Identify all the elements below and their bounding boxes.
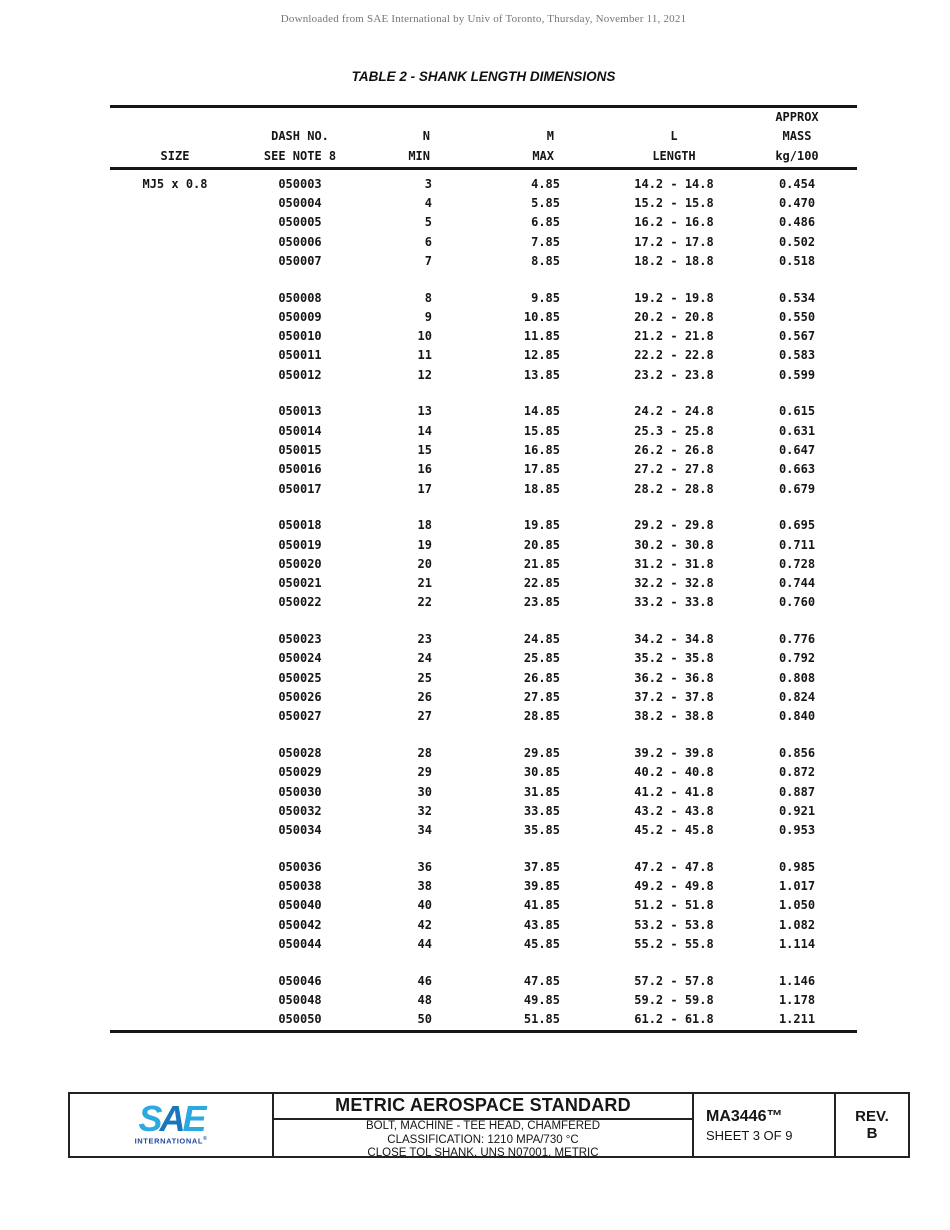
cell-dash-no: 050019 (278, 537, 322, 552)
table-row (110, 821, 857, 840)
cell-n-min: 20 (417, 556, 432, 571)
table-row (110, 649, 857, 668)
download-watermark: Downloaded from SAE International by Univ of Toronto, Thursday, November 11, 2021 (280, 13, 687, 25)
cell-m-max: 8.85 (531, 253, 560, 268)
title-block (68, 1092, 910, 1158)
cell-m-max: 27.85 (523, 690, 560, 705)
table-row (110, 326, 857, 345)
cell-dash-no: 050004 (278, 195, 322, 210)
cell-mass: 0.599 (778, 367, 816, 382)
standard-title: METRIC AEROSPACE STANDARD (274, 1094, 692, 1120)
table-row (110, 460, 857, 479)
cell-l-length: 35.2 - 35.8 (634, 651, 714, 666)
cell-mass: 0.808 (778, 670, 816, 685)
cell-l-length: 39.2 - 39.8 (634, 746, 714, 761)
cell-dash-no: 050034 (278, 823, 322, 838)
table-row (110, 346, 857, 365)
header-m-max (432, 108, 560, 169)
cell-mass: 0.921 (778, 803, 816, 818)
header-size (110, 108, 240, 169)
cell-m-max: 11.85 (523, 329, 560, 344)
table-row (110, 801, 857, 820)
cell-mass: 0.760 (778, 595, 816, 610)
table-row (110, 440, 857, 459)
cell-m-max: 9.85 (531, 290, 560, 305)
cell-l-length: 24.2 - 24.8 (634, 404, 714, 419)
cell-n-min: 42 (417, 917, 432, 932)
logo-cell (70, 1094, 274, 1156)
sae-logo-subtext (135, 1136, 208, 1146)
header-n-line1: N (422, 129, 430, 144)
cell-m-max: 20.85 (523, 537, 560, 552)
cell-m-max: 33.85 (523, 803, 560, 818)
cell-m-max: 14.85 (523, 404, 560, 419)
cell-l-length: 29.2 - 29.8 (634, 518, 714, 533)
header-dash-no (240, 108, 360, 169)
cell-n-min: 9 (424, 309, 432, 324)
cell-n-min: 34 (417, 823, 432, 838)
table-row (110, 593, 857, 612)
cell-l-length: 15.2 - 15.8 (634, 195, 714, 210)
cell-m-max: 43.85 (523, 917, 560, 932)
cell-mass: 0.856 (778, 746, 816, 761)
cell-dash-no: 050014 (278, 423, 322, 438)
cell-m-max: 18.85 (523, 481, 560, 496)
sae-logo-icon (134, 1098, 208, 1146)
cell-dash-no: 050046 (278, 973, 322, 988)
cell-n-min: 3 (424, 176, 432, 191)
cell-mass: 0.454 (778, 176, 816, 191)
cell-dash-no: 050003 (278, 176, 322, 191)
cell-mass: 0.567 (778, 329, 816, 344)
row-group (110, 971, 857, 1029)
cell-n-min: 23 (417, 632, 432, 647)
cell-dash-no: 050021 (278, 576, 322, 591)
cell-mass: 0.534 (778, 290, 816, 305)
header-dash-line1: DASH NO. (271, 129, 329, 144)
cell-mass: 0.518 (778, 253, 816, 268)
cell-l-length: 28.2 - 28.8 (634, 481, 714, 496)
table-row (110, 630, 857, 649)
cell-l-length: 26.2 - 26.8 (634, 442, 714, 457)
cell-dash-no: 050005 (278, 215, 322, 230)
cell-l-length: 40.2 - 40.8 (634, 765, 714, 780)
cell-l-length: 61.2 - 61.8 (634, 1012, 714, 1027)
table-row (110, 288, 857, 307)
sae-international-label: INTERNATIONAL (134, 1136, 204, 1146)
table-row (110, 251, 857, 270)
table-row (110, 877, 857, 896)
table-row (110, 915, 857, 934)
header-l-line2: LENGTH (652, 148, 696, 163)
cell-n-min: 22 (417, 595, 432, 610)
row-group (110, 402, 857, 498)
cell-dash-no: 050011 (278, 348, 322, 363)
revision-cell (836, 1094, 908, 1156)
cell-mass: 0.887 (778, 784, 816, 799)
cell-n-min: 19 (417, 537, 432, 552)
cell-m-max: 49.85 (523, 993, 560, 1008)
cell-n-min: 7 (424, 253, 432, 268)
table-row (110, 934, 857, 953)
cell-dash-no: 050012 (278, 367, 322, 382)
cell-n-min: 28 (417, 746, 432, 761)
cell-dash-no: 050027 (278, 709, 322, 724)
cell-m-max: 28.85 (523, 709, 560, 724)
cell-m-max: 12.85 (523, 348, 560, 363)
table-header-row (110, 108, 857, 170)
cell-n-min: 29 (417, 765, 432, 780)
cell-mass: 0.663 (778, 462, 816, 477)
cell-mass: 0.486 (778, 215, 816, 230)
table-row (110, 1010, 857, 1029)
cell-n-min: 32 (417, 803, 432, 818)
table-row (110, 896, 857, 915)
cell-mass: 0.792 (778, 651, 816, 666)
cell-dash-no: 050016 (278, 462, 322, 477)
cell-mass: 1.178 (778, 993, 816, 1008)
cell-m-max: 4.85 (531, 176, 560, 191)
cell-l-length: 34.2 - 34.8 (634, 632, 714, 647)
cell-mass: 0.470 (778, 195, 816, 210)
table-row (110, 421, 857, 440)
cell-dash-no: 050040 (278, 898, 322, 913)
cell-mass: 0.776 (778, 632, 816, 647)
cell-l-length: 33.2 - 33.8 (634, 595, 714, 610)
cell-m-max: 24.85 (523, 632, 560, 647)
header-n-min (360, 108, 432, 169)
cell-dash-no: 050008 (278, 290, 322, 305)
table-row (110, 479, 857, 498)
cell-m-max: 21.85 (523, 556, 560, 571)
row-group (110, 288, 857, 384)
cell-l-length: 17.2 - 17.8 (634, 234, 714, 249)
cell-n-min: 17 (417, 481, 432, 496)
cell-n-min: 11 (417, 348, 432, 363)
cell-m-max: 51.85 (523, 1012, 560, 1027)
header-mass-line2: MASS (782, 129, 812, 144)
cell-l-length: 27.2 - 27.8 (634, 462, 714, 477)
row-group (110, 857, 857, 953)
cell-l-length: 36.2 - 36.8 (634, 670, 714, 685)
header-m-line2: MAX (532, 148, 554, 163)
cell-mass: 1.082 (778, 917, 816, 932)
table-row (110, 687, 857, 706)
cell-dash-no: 050015 (278, 442, 322, 457)
cell-n-min: 48 (417, 993, 432, 1008)
cell-dash-no: 050022 (278, 595, 322, 610)
cell-m-max: 23.85 (523, 595, 560, 610)
header-dash-line2: SEE NOTE 8 (263, 148, 337, 163)
standard-subtitle-1: BOLT, MACHINE - TEE HEAD, CHAMFERED (365, 1120, 601, 1132)
cell-m-max: 30.85 (523, 765, 560, 780)
shank-length-table (110, 105, 857, 1033)
cell-mass: 0.583 (778, 348, 816, 363)
cell-dash-no: 050013 (278, 404, 322, 419)
cell-m-max: 37.85 (523, 859, 560, 874)
table-row (110, 743, 857, 762)
cell-m-max: 26.85 (523, 670, 560, 685)
cell-dash-no: 050020 (278, 556, 322, 571)
cell-l-length: 32.2 - 32.8 (634, 576, 714, 591)
cell-m-max: 15.85 (523, 423, 560, 438)
standard-subtitle-2: CLASSIFICATION: 1210 MPA/730 °C (387, 1133, 579, 1146)
table-row (110, 213, 857, 232)
document-number: MA3446™ (706, 1107, 783, 1125)
cell-dash-no: 050044 (278, 937, 322, 952)
sae-logo-letters (135, 1098, 208, 1140)
row-group (110, 630, 857, 726)
cell-mass: 0.728 (778, 556, 816, 571)
cell-l-length: 51.2 - 51.8 (634, 898, 714, 913)
cell-m-max: 16.85 (523, 442, 560, 457)
cell-m-max: 29.85 (523, 746, 560, 761)
cell-l-length: 38.2 - 38.8 (634, 709, 714, 724)
cell-l-length: 55.2 - 55.8 (634, 937, 714, 952)
cell-n-min: 8 (424, 290, 432, 305)
cell-l-length: 43.2 - 43.8 (634, 803, 714, 818)
cell-dash-no: 050030 (278, 784, 322, 799)
cell-mass: 0.985 (778, 859, 816, 874)
header-n-line2: MIN (408, 148, 430, 163)
table-row (110, 307, 857, 326)
cell-m-max: 13.85 (523, 367, 560, 382)
table-row (110, 782, 857, 801)
cell-dash-no: 050009 (278, 309, 322, 324)
table-row (110, 857, 857, 876)
header-m-line1: M (546, 129, 554, 144)
cell-l-length: 14.2 - 14.8 (634, 176, 714, 191)
row-group (110, 743, 857, 839)
table-row (110, 535, 857, 554)
cell-l-length: 23.2 - 23.8 (634, 367, 714, 382)
standard-subtitles (274, 1120, 692, 1161)
cell-m-max: 10.85 (523, 309, 560, 324)
revision-label: REV. (855, 1108, 889, 1125)
cell-dash-no: 050032 (278, 803, 322, 818)
cell-n-min: 12 (417, 367, 432, 382)
cell-dash-no: 050018 (278, 518, 322, 533)
cell-n-min: 18 (417, 518, 432, 533)
cell-dash-no: 050025 (278, 670, 322, 685)
cell-dash-no: 050017 (278, 481, 322, 496)
cell-m-max: 5.85 (531, 195, 560, 210)
cell-mass: 0.679 (778, 481, 816, 496)
cell-n-min: 16 (417, 462, 432, 477)
cell-n-min: 4 (424, 195, 432, 210)
row-group (110, 174, 857, 270)
cell-m-max: 19.85 (523, 518, 560, 533)
table-row (110, 232, 857, 251)
cell-m-max: 39.85 (523, 879, 560, 894)
cell-m-max: 17.85 (523, 462, 560, 477)
cell-mass: 1.114 (778, 937, 816, 952)
cell-mass: 0.711 (778, 537, 816, 552)
table-row (110, 402, 857, 421)
revision-value: B (866, 1125, 878, 1142)
cell-mass: 0.502 (778, 234, 816, 249)
sheet-number: SHEET 3 OF 9 (706, 1127, 793, 1143)
cell-l-length: 16.2 - 16.8 (634, 215, 714, 230)
cell-n-min: 40 (417, 898, 432, 913)
cell-n-min: 46 (417, 973, 432, 988)
cell-l-length: 49.2 - 49.8 (634, 879, 714, 894)
standard-title-cell (274, 1094, 694, 1160)
table-row (110, 971, 857, 990)
cell-l-length: 30.2 - 30.8 (634, 537, 714, 552)
cell-n-min: 6 (424, 234, 432, 249)
cell-dash-no: 050006 (278, 234, 322, 249)
cell-n-min: 50 (417, 1012, 432, 1027)
cell-n-min: 13 (417, 404, 432, 419)
cell-mass: 0.744 (778, 576, 816, 591)
cell-dash-no: 050038 (278, 879, 322, 894)
cell-l-length: 41.2 - 41.8 (634, 784, 714, 799)
cell-m-max: 25.85 (523, 651, 560, 666)
cell-mass: 1.017 (778, 879, 816, 894)
cell-dash-no: 050028 (278, 746, 322, 761)
sae-letter-e: E (182, 1098, 204, 1140)
header-l-length (560, 108, 725, 169)
cell-l-length: 22.2 - 22.8 (634, 348, 714, 363)
cell-n-min: 14 (417, 423, 432, 438)
cell-dash-no: 050042 (278, 917, 322, 932)
cell-mass: 0.550 (778, 309, 816, 324)
table-row (110, 763, 857, 782)
cell-l-length: 25.3 - 25.8 (634, 423, 714, 438)
cell-n-min: 36 (417, 859, 432, 874)
header-mass-line1: APPROX (775, 110, 819, 124)
cell-mass: 0.631 (778, 423, 816, 438)
cell-n-min: 27 (417, 709, 432, 724)
table-row (110, 668, 857, 687)
header-approx-mass (725, 108, 857, 169)
cell-mass: 0.695 (778, 518, 816, 533)
cell-dash-no: 050026 (278, 690, 322, 705)
cell-dash-no: 050023 (278, 632, 322, 647)
table-row (110, 554, 857, 573)
cell-l-length: 47.2 - 47.8 (634, 859, 714, 874)
cell-mass: 1.211 (778, 1012, 816, 1027)
cell-mass: 1.146 (778, 973, 816, 988)
cell-n-min: 24 (417, 651, 432, 666)
cell-mass: 0.953 (778, 823, 816, 838)
cell-dash-no: 050036 (278, 859, 322, 874)
cell-l-length: 53.2 - 53.8 (634, 917, 714, 932)
cell-l-length: 21.2 - 21.8 (634, 329, 714, 344)
cell-n-min: 26 (417, 690, 432, 705)
cell-l-length: 45.2 - 45.8 (634, 823, 714, 838)
header-size-label: SIZE (160, 148, 190, 163)
header-mass-line3: kg/100 (775, 148, 819, 163)
cell-m-max: 41.85 (523, 898, 560, 913)
cell-m-max: 7.85 (531, 234, 560, 249)
cell-l-length: 37.2 - 37.8 (634, 690, 714, 705)
cell-l-length: 18.2 - 18.8 (634, 253, 714, 268)
cell-l-length: 19.2 - 19.8 (634, 290, 714, 305)
cell-dash-no: 050010 (278, 329, 322, 344)
table-title: TABLE 2 - SHANK LENGTH DIMENSIONS (351, 69, 616, 84)
header-l-line1: L (670, 129, 678, 144)
table-row (110, 174, 857, 193)
cell-l-length: 57.2 - 57.8 (634, 973, 714, 988)
sae-letter-a: A (159, 1098, 183, 1140)
cell-dash-no: 050050 (278, 1012, 322, 1027)
cell-dash-no: 050024 (278, 651, 322, 666)
cell-mass: 0.840 (778, 709, 816, 724)
table-row (110, 365, 857, 384)
cell-mass: 0.615 (778, 404, 816, 419)
cell-n-min: 15 (417, 442, 432, 457)
cell-m-max: 6.85 (531, 215, 560, 230)
table-row (110, 516, 857, 535)
cell-m-max: 45.85 (523, 937, 560, 952)
cell-n-min: 25 (417, 670, 432, 685)
document-number-cell (694, 1094, 836, 1156)
cell-l-length: 59.2 - 59.8 (634, 993, 714, 1008)
table-body (110, 170, 857, 1033)
cell-m-max: 47.85 (523, 973, 560, 988)
cell-m-max: 31.85 (523, 784, 560, 799)
cell-m-max: 22.85 (523, 576, 560, 591)
cell-n-min: 30 (417, 784, 432, 799)
cell-mass: 1.050 (778, 898, 816, 913)
table-row (110, 707, 857, 726)
cell-size: MJ5 x 0.8 (142, 176, 208, 191)
cell-m-max: 35.85 (523, 823, 560, 838)
row-group (110, 516, 857, 612)
table-row (110, 574, 857, 593)
cell-n-min: 44 (417, 937, 432, 952)
table-row (110, 990, 857, 1009)
cell-l-length: 20.2 - 20.8 (634, 309, 714, 324)
cell-n-min: 38 (417, 879, 432, 894)
sae-letter-s: S (138, 1098, 160, 1140)
cell-dash-no: 050048 (278, 993, 322, 1008)
cell-dash-no: 050029 (278, 765, 322, 780)
standard-subtitle-3: CLOSE TOL SHANK, UNS N07001, METRIC (367, 1147, 599, 1160)
cell-mass: 0.824 (778, 690, 816, 705)
cell-n-min: 21 (417, 576, 432, 591)
cell-l-length: 31.2 - 31.8 (634, 556, 714, 571)
cell-n-min: 5 (424, 215, 432, 230)
cell-mass: 0.872 (778, 765, 816, 780)
cell-mass: 0.647 (778, 442, 816, 457)
cell-dash-no: 050007 (278, 253, 322, 268)
registered-mark-icon: ® (203, 1136, 208, 1143)
cell-n-min: 10 (417, 329, 432, 344)
table-row (110, 193, 857, 212)
